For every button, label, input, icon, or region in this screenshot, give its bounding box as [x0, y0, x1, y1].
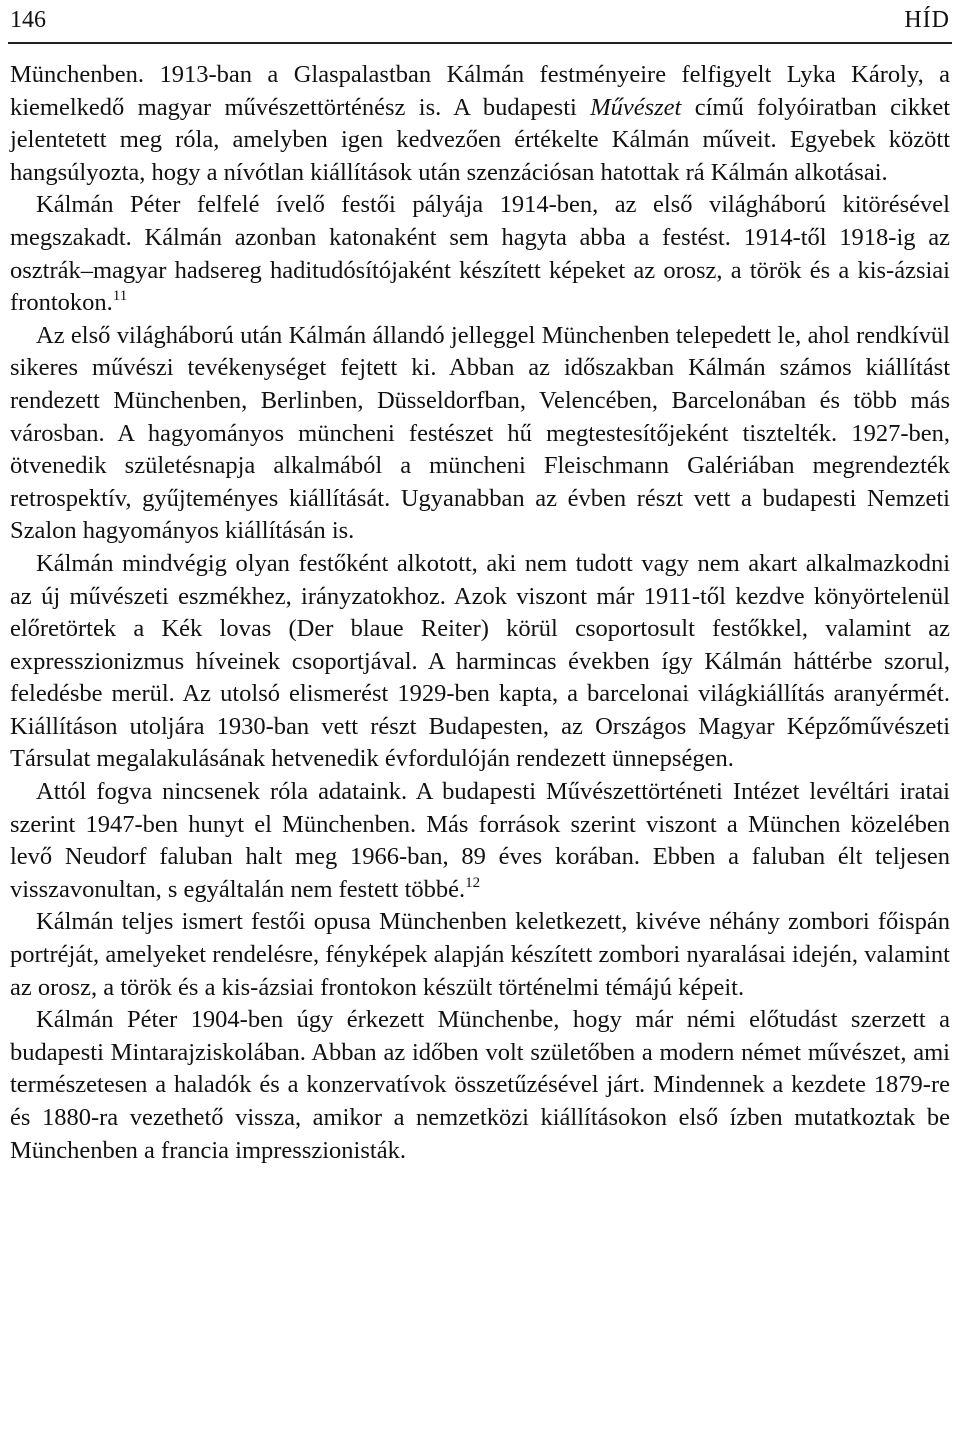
paragraph-6-text: Kálmán teljes ismert festői opusa Münchenben keletkezett, kivéve néhány zombori főispán portréját, amelyeket rendelésre, fényképek alapján készített zombori nyaralásai idején, valamint az orosz, a török és a kis-ázsiai frontokon készült történelmi témájú képeit.: [10, 908, 950, 1001]
body-text: [10, 59, 950, 1167]
paragraph-7: [10, 1004, 950, 1167]
paragraph-1-text: Münchenben. 1913-ban a Glaspalastban Kálmán festményeire felfigyelt Lyka Károly, a kiemelkedő magyar művészettörténész is. A budapesti: [10, 61, 950, 121]
paragraph-3-text: Az első világháború után Kálmán állandó jelleggel Münchenben telepedett le, ahol rendkívül sikeres művészi tevékenységet fejtett ki. Abban az időszakban Kálmán számos kiállítást rendezett Münchenben, Berlinben, Düsseldorfban, Velencében, Barcelonában és több más városban. A hagyományos müncheni festészet hű megtestesítőjeként tisztelték. 1927-ben, ötvenedik születésnapja alkalmából a müncheni Fleischmann Galériában megrendezték retrospektív, gyűjteményes kiállítását. Ugyanabban az évben részt vett a budapesti Nemzeti Szalon hagyományos kiállításán is.: [10, 321, 950, 545]
paragraph-2-text: Kálmán Péter felfelé ívelő festői pályája 1914-ben, az első világháború kitörésével megszakadt. Kálmán azonban katonaként sem hagyta abba a festést. 1914-től 1918-ig az osztrák–magyar hadsereg haditudósítójaként készített képeket az orosz, a török és a kis-ázsiai frontokon.: [10, 191, 950, 317]
page-header: [10, 4, 950, 36]
paragraph-1-text-cont: című folyóiratban cikket jelentetett meg róla, amelyben igen kedvezően értékelte Kálmán műveit. Egyebek között hangsúlyozta, hogy a nívótlan kiállítások után szenzációsan hatottak rá Kálmán alkotásai.: [10, 93, 951, 186]
running-title: HÍD: [904, 7, 950, 33]
paragraph-6: [10, 906, 950, 1004]
paragraph-7-text: Kálmán Péter 1904-ben úgy érkezett Münchenbe, hogy már némi előtudást szerzett a budapesti Mintarajziskolában. Abban az időben volt születőben a modern német művészet, ami természetesen a haladók és a konzervatívok összetűzésével járt. Mindennek a kezdete 1879-re és 1880-ra vezethető vissza, amikor a nemzetközi kiállításokon első ízben mutatkoztak be Münchenben a francia impresszionisták.: [10, 1006, 950, 1164]
page-number: 146: [10, 7, 46, 33]
footnote-marker-11: 11: [112, 288, 128, 305]
paragraph-1: [10, 59, 950, 189]
paragraph-3: [10, 320, 950, 548]
paragraph-4: [10, 548, 950, 776]
footnote-marker-12: 12: [465, 874, 481, 891]
paragraph-5-text: Attól fogva nincsenek róla adataink. A budapesti Művészettörténeti Intézet levéltári iratai szerint 1947-ben hunyt el Münchenben. Más források szerint viszont a München közelében levő Neudorf faluban halt meg 1966-ban, 89 éves korában. Ebben a faluban élt teljesen visszavonultan, s egyáltalán nem festett többé.: [10, 778, 950, 903]
paragraph-5: [10, 776, 950, 906]
paragraph-2: [10, 189, 950, 319]
journal-title: Művészet: [590, 93, 682, 121]
header-rule: [8, 42, 952, 44]
paragraph-4-text: Kálmán mindvégig olyan festőként alkotott, aki nem tudott vagy nem akart alkalmazkodni az új művészeti eszmékhez, irányzatokhoz. Azok viszont már 1911-től kezdve könyörtelenül előretörtek a Kék lovas (Der blaue Reiter) körül csoportosult festőkkel, valamint az expresszionizmus híveinek csoportjával. A harmincas években így Kálmán háttérbe szorul, feledésbe merül. Az utolsó elismerést 1929-ben kapta, a barcelonai világkiállítás aranyérmét. Kiállításon utoljára 1930-ban vett részt Budapesten, az Országos Magyar Képzőművészeti Társulat megalakulásának hetvenedik évfordulóján rendezett ünnepségen.: [10, 549, 950, 773]
